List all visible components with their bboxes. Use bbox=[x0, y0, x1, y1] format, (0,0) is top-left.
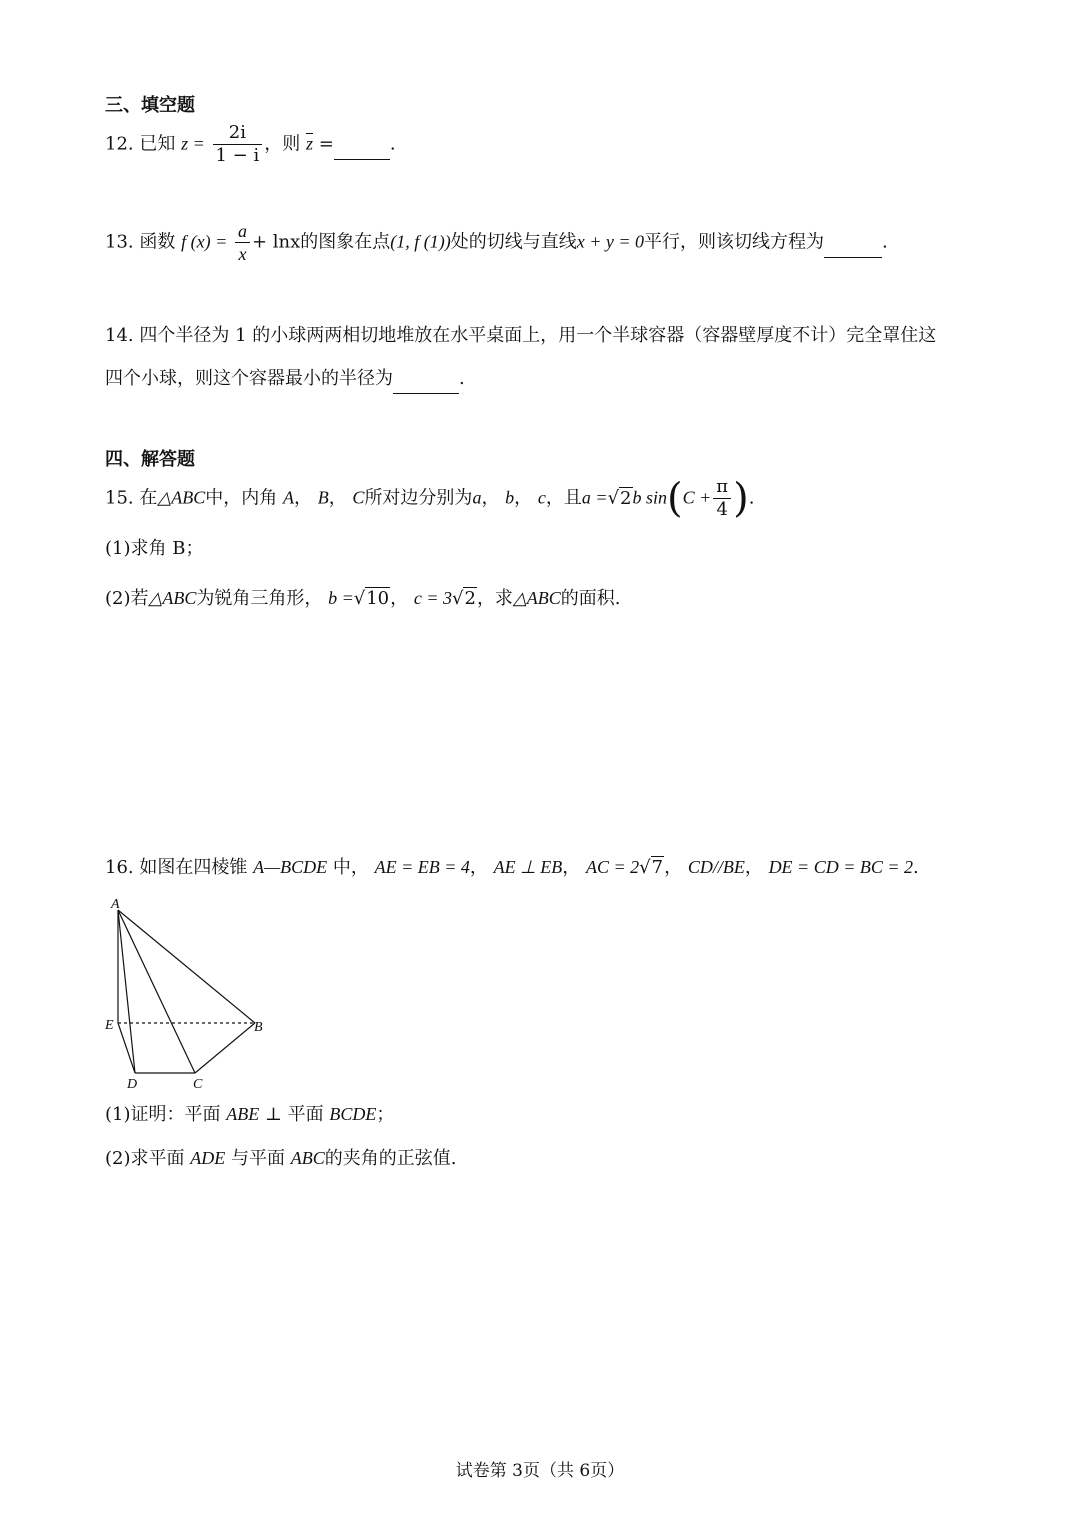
fraction-numerator: a bbox=[237, 221, 247, 241]
period: . bbox=[913, 857, 919, 878]
answer-blank bbox=[334, 135, 390, 160]
question-text: (2)求平面 bbox=[105, 1148, 185, 1169]
question-number: 15. bbox=[105, 487, 134, 509]
math-pyramid: A—BCDE bbox=[253, 857, 328, 877]
question-text: ，求 bbox=[476, 588, 513, 609]
left-paren: ( bbox=[667, 475, 683, 522]
period: . bbox=[389, 133, 396, 155]
semicolon: ； bbox=[376, 1104, 395, 1125]
math-condition: AC = 2 bbox=[586, 857, 640, 877]
question-15: 15. 在△ABC中，内角 A， B， C所对边分别为a， b， c，且a =√2b sin(C + $\frac{\pi}{4}$ ). bbox=[105, 475, 755, 522]
question-text: (2)若 bbox=[105, 588, 149, 609]
question-text: 为锐角三角形， bbox=[196, 588, 323, 609]
question-text: 中， bbox=[332, 857, 369, 878]
question-text: 中，内角 bbox=[205, 487, 278, 509]
comma: ， bbox=[562, 857, 581, 878]
answer-blank bbox=[393, 369, 459, 394]
math-C-plus: C + bbox=[682, 487, 712, 508]
math-plane: ABC bbox=[290, 1148, 325, 1168]
vertex-label-E: E bbox=[105, 1018, 114, 1033]
question-text: 与平面 bbox=[230, 1148, 285, 1169]
question-text: 函数 bbox=[139, 231, 176, 253]
question-text: 所对边分别为 bbox=[364, 487, 473, 509]
question-text: 的夹角的正弦值. bbox=[324, 1148, 457, 1169]
question-text: 已知 bbox=[139, 133, 176, 155]
question-15-part2: (2)若△ABC为锐角三角形， b =√10， c = 3√2，求△ABC的面积. bbox=[105, 588, 621, 609]
question-number: 16. bbox=[105, 857, 134, 878]
fraction bbox=[713, 476, 731, 521]
question-text: 处的切线与直线 bbox=[450, 231, 577, 253]
question-text: 如图在四棱锥 bbox=[139, 857, 248, 878]
comma: ， bbox=[664, 857, 683, 878]
math-condition: AE ⊥ EB bbox=[493, 857, 563, 877]
math-sqrt: 10 bbox=[366, 588, 390, 609]
comma: ， bbox=[293, 487, 312, 509]
math-triangle: △ABC bbox=[148, 588, 197, 608]
math-b: b bbox=[505, 487, 515, 508]
math-sqrt: 2 bbox=[464, 588, 476, 609]
question-text: 在 bbox=[139, 487, 158, 509]
question-text: 四个小球，则这个容器最小的半径为 bbox=[105, 368, 393, 389]
vertex-label-C: C bbox=[193, 1077, 203, 1092]
comma: ， bbox=[469, 857, 488, 878]
question-14 bbox=[105, 324, 936, 348]
fraction bbox=[235, 220, 250, 265]
question-13 bbox=[105, 220, 888, 265]
question-16: 16. 如图在四棱锥 A—BCDE 中， AE = EB = 4， AE ⊥ EB， AC = 2√7， CD//BE， DE = CD = BC = 2. bbox=[105, 857, 919, 878]
math-line: x + y = 0 bbox=[576, 231, 645, 252]
vertex-label-A: A bbox=[111, 897, 120, 912]
comma: ， bbox=[390, 588, 409, 609]
math-condition: AE = EB = 4 bbox=[374, 857, 470, 877]
edge-AB bbox=[118, 910, 255, 1023]
fraction bbox=[213, 122, 263, 167]
math-fx: f (x) = bbox=[181, 231, 228, 252]
math-point: (1, f (1)) bbox=[390, 231, 451, 252]
question-number: 14. bbox=[105, 325, 134, 346]
math-sqrt: 7 bbox=[651, 857, 664, 878]
edge-CB bbox=[195, 1023, 255, 1073]
math-b-eq: b = bbox=[328, 588, 354, 608]
math-z: z = bbox=[181, 133, 205, 154]
math-C: C bbox=[352, 487, 365, 508]
period: . bbox=[748, 487, 755, 509]
comma: ， bbox=[328, 487, 347, 509]
question-text: 的面积. bbox=[560, 588, 621, 609]
edge-AC bbox=[118, 910, 195, 1073]
fraction-numerator: 2i bbox=[228, 122, 246, 143]
math-condition: DE = CD = BC = 2 bbox=[768, 857, 914, 877]
period: . bbox=[459, 368, 465, 389]
question-16-part2 bbox=[105, 1146, 456, 1171]
math-sin: b sin bbox=[632, 487, 668, 508]
comma: ， bbox=[481, 487, 500, 509]
math-equals: = bbox=[318, 133, 334, 155]
math-A: A bbox=[282, 487, 294, 508]
math-plane: ABE bbox=[226, 1104, 260, 1124]
fraction-denominator: 1 − i bbox=[213, 144, 263, 167]
vertex-label-B: B bbox=[254, 1020, 263, 1035]
section-title-solve: 四、解答题 bbox=[105, 449, 195, 470]
math-ln: + lnx bbox=[251, 231, 301, 253]
comma: ， bbox=[514, 487, 533, 509]
question-text: 四个半径为 1 的小球两两相切地堆放在水平桌面上，用一个半球容器（容器壁厚度不计）完全罩住这 bbox=[139, 325, 937, 346]
question-text: 的图象在点 bbox=[300, 231, 391, 253]
math-condition: CD//BE bbox=[687, 857, 745, 877]
math-B: B bbox=[317, 487, 329, 508]
math-plane: ADE bbox=[190, 1148, 226, 1168]
pyramid-figure bbox=[98, 893, 278, 1093]
question-15-part1: (1)求角 B； bbox=[105, 538, 204, 559]
fraction-denominator: 4 bbox=[713, 498, 731, 521]
question-text: ，且 bbox=[545, 487, 582, 509]
math-c: c bbox=[537, 487, 546, 508]
math-plane: BCDE bbox=[329, 1104, 377, 1124]
question-16-part1 bbox=[105, 1102, 394, 1127]
comma: ， bbox=[744, 857, 763, 878]
question-text: ，则 bbox=[264, 133, 301, 155]
section-title-fill-in: 三、填空题 bbox=[105, 95, 195, 116]
question-text: 平行，则该切线方程为 bbox=[644, 231, 825, 253]
math-equation: a = bbox=[581, 487, 608, 508]
answer-blank bbox=[824, 233, 882, 258]
right-paren: ) bbox=[733, 475, 749, 522]
math-z-conjugate: $\overline{z}$ bbox=[305, 133, 313, 154]
fraction-denominator: x bbox=[235, 242, 250, 265]
page-footer: 试卷第 3页（共 6页） bbox=[455, 1461, 625, 1481]
math-triangle: △ABC bbox=[157, 487, 206, 508]
question-text: ⊥ 平面 bbox=[264, 1104, 324, 1125]
question-number: 13. bbox=[105, 231, 134, 253]
math-c-eq: c = 3 bbox=[413, 588, 452, 608]
question-number: 12. bbox=[105, 133, 134, 155]
question-14-line2 bbox=[105, 367, 465, 394]
math-sqrt: 2 bbox=[620, 487, 632, 509]
math-triangle: △ABC bbox=[512, 588, 561, 608]
question-12 bbox=[105, 122, 396, 167]
question-text: (1)证明：平面 bbox=[105, 1104, 221, 1125]
fraction-numerator: π bbox=[716, 476, 729, 497]
vertex-label-D: D bbox=[127, 1077, 138, 1092]
period: . bbox=[882, 231, 888, 253]
math-a: a bbox=[472, 487, 482, 508]
